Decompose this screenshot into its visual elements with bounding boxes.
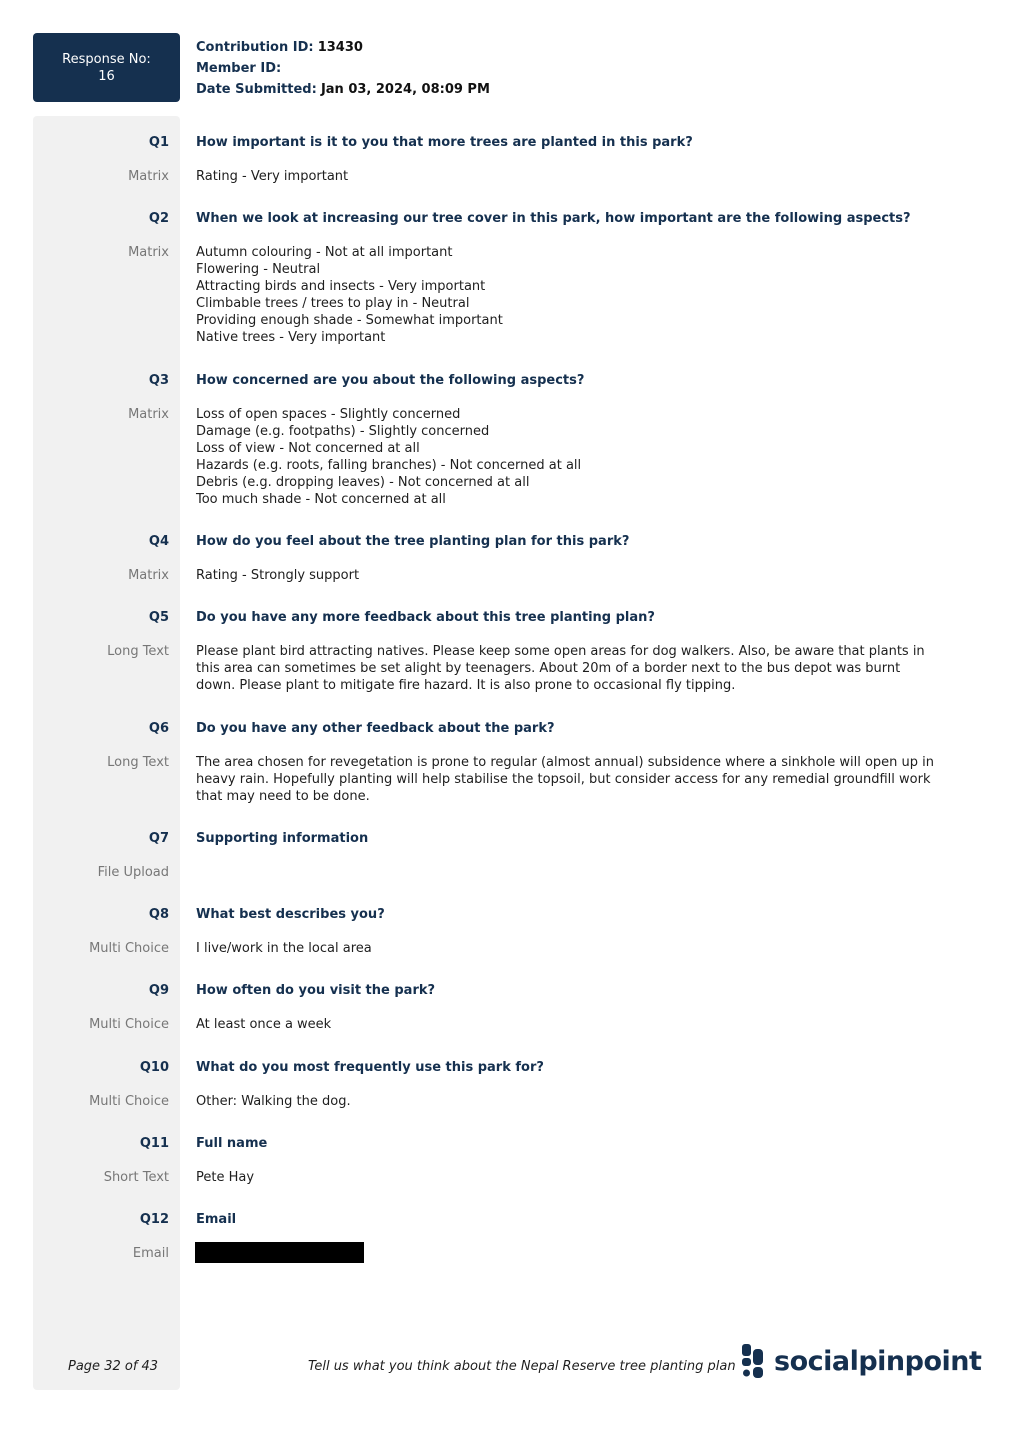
question-title: What best describes you?: [196, 907, 385, 922]
answer-text: [196, 1093, 941, 1110]
answer-line: Damage (e.g. footpaths) - Slightly concerned: [196, 424, 490, 439]
question-number: Q4: [148, 534, 169, 549]
date-submitted-label: Date Submitted:: [196, 82, 317, 97]
question-title: Email: [196, 1212, 237, 1227]
answer-line: Rating - Strongly support: [196, 568, 360, 583]
question-number: Q2: [148, 211, 169, 226]
answer-line: Other: Walking the dog.: [196, 1094, 351, 1109]
question-title: How often do you visit the park?: [196, 983, 436, 998]
question-title: Supporting information: [196, 831, 369, 846]
question-title: How do you feel about the tree planting plan for this park?: [196, 534, 630, 549]
question-type: Matrix: [128, 245, 169, 260]
question-sidebar: [33, 116, 180, 1390]
page-number: Page 32 of 43: [68, 1359, 159, 1374]
answer-line: I live/work in the local area: [196, 941, 372, 956]
question-number: Q10: [139, 1060, 169, 1075]
answer-line: Pete Hay: [196, 1170, 255, 1185]
question-number: Q3: [148, 373, 169, 388]
question-title: Full name: [196, 1136, 268, 1151]
answer-text: [196, 168, 941, 185]
question-type: Matrix: [128, 169, 169, 184]
answer-text: [196, 1169, 941, 1186]
question-title: Do you have any more feedback about this tree planting plan?: [196, 610, 655, 625]
answer-line: Loss of view - Not concerned at all: [196, 441, 420, 456]
answer-line: Please plant bird attracting natives. Please keep some open areas for dog walkers. Also, be aware that plants in this area can sometimes be set alight by teenagers. About 20m of a border next to the bus depot was burnt down. Please plant to mitigate fire hazard. It is also prone to occasional fly tipping.: [196, 644, 925, 693]
question-type: Multi Choice: [89, 941, 169, 956]
answer-line: Debris (e.g. dropping leaves) - Not concerned at all: [196, 475, 530, 490]
answer-line: The area chosen for revegetation is prone to regular (almost annual) subsidence where a sinkhole will open up in heavy rain. Hopefully planting will help stabilise the topsoil, but consider access for any remedial groundfill work that may need to be done.: [196, 755, 935, 804]
question-type: Long Text: [107, 644, 169, 659]
date-submitted-value: Jan 03, 2024, 08:09 PM: [320, 82, 490, 97]
question-type: Email: [132, 1246, 169, 1261]
answer-line: Providing enough shade - Somewhat important: [196, 313, 503, 328]
answer-line: Hazards (e.g. roots, falling branches) - Not concerned at all: [196, 458, 582, 473]
answer-text: [196, 567, 941, 584]
date-submitted-row: [196, 79, 490, 100]
survey-title: Tell us what you think about the Nepal Reserve tree planting plan: [308, 1359, 736, 1374]
question-type: Matrix: [128, 568, 169, 583]
question-type: Long Text: [107, 755, 169, 770]
response-label: Response No:: [62, 51, 151, 67]
brand-logo: [740, 1342, 981, 1380]
socialpinpoint-logo-icon: [740, 1343, 766, 1379]
question-type: Multi Choice: [89, 1017, 169, 1032]
question-title: What do you most frequently use this park for?: [196, 1060, 544, 1075]
answer-text: [196, 940, 941, 957]
question-number: Q12: [139, 1212, 169, 1227]
question-title: How important is it to you that more trees are planted in this park?: [196, 135, 693, 150]
question-number: Q1: [148, 135, 169, 150]
question-title: Do you have any other feedback about the park?: [196, 721, 555, 736]
contribution-id-value: 13430: [317, 40, 363, 55]
question-type: Matrix: [128, 407, 169, 422]
answer-line: Loss of open spaces - Slightly concerned: [196, 407, 461, 422]
contribution-id-label: Contribution ID:: [196, 40, 314, 55]
answer-line: Rating - Very important: [196, 169, 349, 184]
question-type: Short Text: [103, 1170, 169, 1185]
question-number: Q7: [148, 831, 169, 846]
answer-line: At least once a week: [196, 1017, 332, 1032]
question-number: Q5: [148, 610, 169, 625]
member-id-label: Member ID:: [196, 61, 282, 76]
question-title: When we look at increasing our tree cover in this park, how important are the following aspects?: [196, 211, 911, 226]
answer-text: [196, 244, 941, 346]
response-badge: [33, 33, 180, 102]
answer-text: [196, 1016, 941, 1033]
response-number: 16: [98, 68, 115, 84]
question-type: Multi Choice: [89, 1094, 169, 1109]
answer-line: Too much shade - Not concerned at all: [196, 492, 446, 507]
question-type: File Upload: [97, 865, 169, 880]
answer-text: [196, 754, 941, 805]
answer-line: Native trees - Very important: [196, 330, 386, 345]
redacted-email: [195, 1242, 364, 1263]
question-title: How concerned are you about the following aspects?: [196, 373, 585, 388]
brand-name: socialpinpoint: [774, 1345, 982, 1377]
answer-line: Attracting birds and insects - Very important: [196, 279, 486, 294]
answer-line: Autumn colouring - Not at all important: [196, 245, 453, 260]
answer-text: [196, 406, 941, 508]
member-id-row: [196, 58, 490, 79]
answer-text: [196, 643, 941, 694]
contribution-id-row: [196, 37, 490, 58]
answer-line: Climbable trees / trees to play in - Neutral: [196, 296, 470, 311]
question-number: Q6: [148, 721, 169, 736]
answer-line: Flowering - Neutral: [196, 262, 321, 277]
question-number: Q9: [148, 983, 169, 998]
question-number: Q11: [139, 1136, 169, 1151]
submission-meta: [196, 37, 490, 100]
question-number: Q8: [148, 907, 169, 922]
